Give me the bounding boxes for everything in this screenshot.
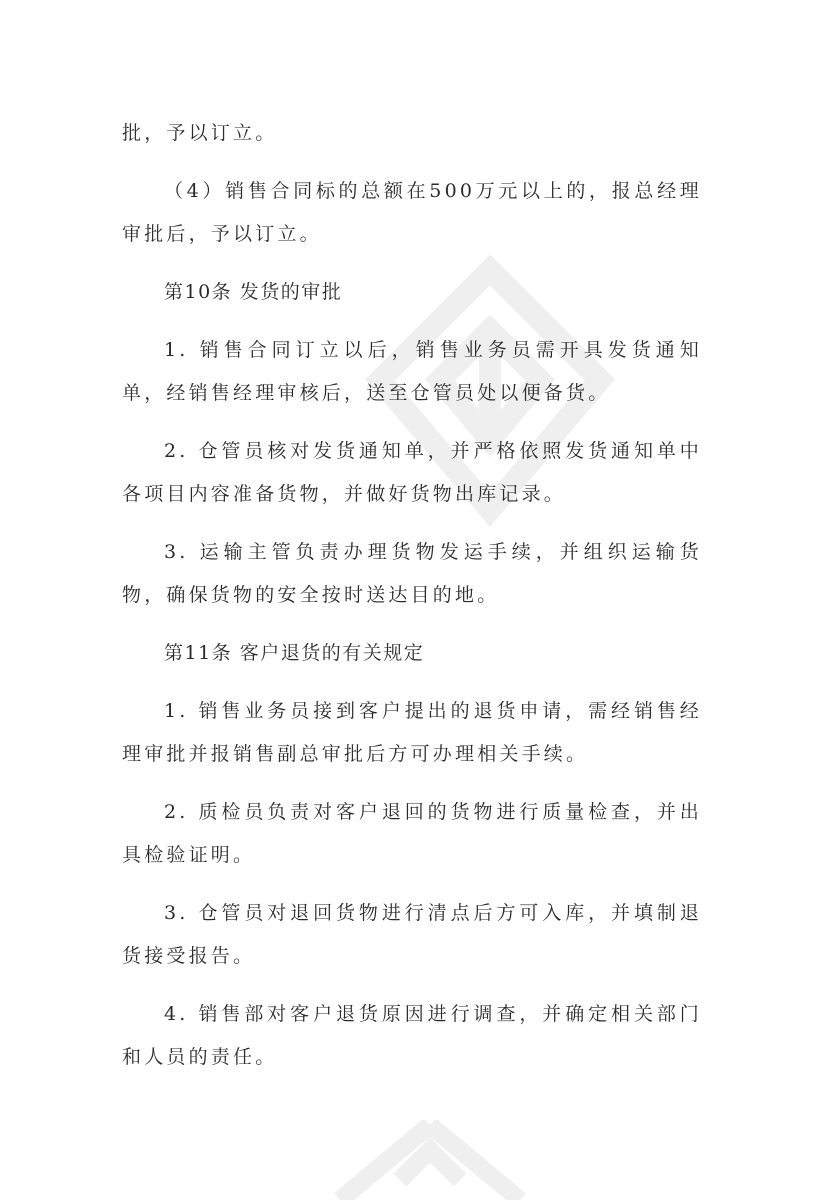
article-10-heading: 第10条 发货的审批 [164,281,343,303]
paragraph-article-11-item-2: 2. 质检员负责对客户退回的货物进行质量检查，并出具检验证明。 [122,801,702,866]
paragraph-article-11-item-4: 4. 销售部对客户退货原因进行调查，并确定相关部门和人员的责任。 [122,1003,702,1068]
paragraph-article-10-item-1: 1. 销售合同订立以后，销售业务员需开具发货通知单，经销售经理审核后，送至仓管员处以便备货。 [122,339,702,404]
paragraph-article-10-item-2: 2. 仓管员核对发货通知单，并严格依照发货通知单中各项目内容准备货物，并做好货物出库记录。 [122,440,702,505]
paragraph-item-4: （4）销售合同标的总额在500万元以上的，报总经理审批后，予以订立。 [122,180,702,245]
paragraph-article-11-item-1: 1. 销售业务员接到客户提出的退货申请，需经销售经理审批并报销售副总审批后方可办理相关手续。 [122,700,702,765]
paragraph-article-11-item-3: 3. 仓管员对退回货物进行清点后方可入库，并填制退货接受报告。 [122,902,702,967]
document-page [122,112,702,1094]
article-11-heading: 第11条 客户退货的有关规定 [164,642,425,664]
paragraph-article-10-item-3: 3. 运输主管负责办理货物发运手续，并组织运输货物，确保货物的安全按时送达目的地。 [122,541,702,606]
paragraph-continuation: 批，予以订立。 [122,122,278,144]
watermark-logo-icon [330,1120,530,1200]
